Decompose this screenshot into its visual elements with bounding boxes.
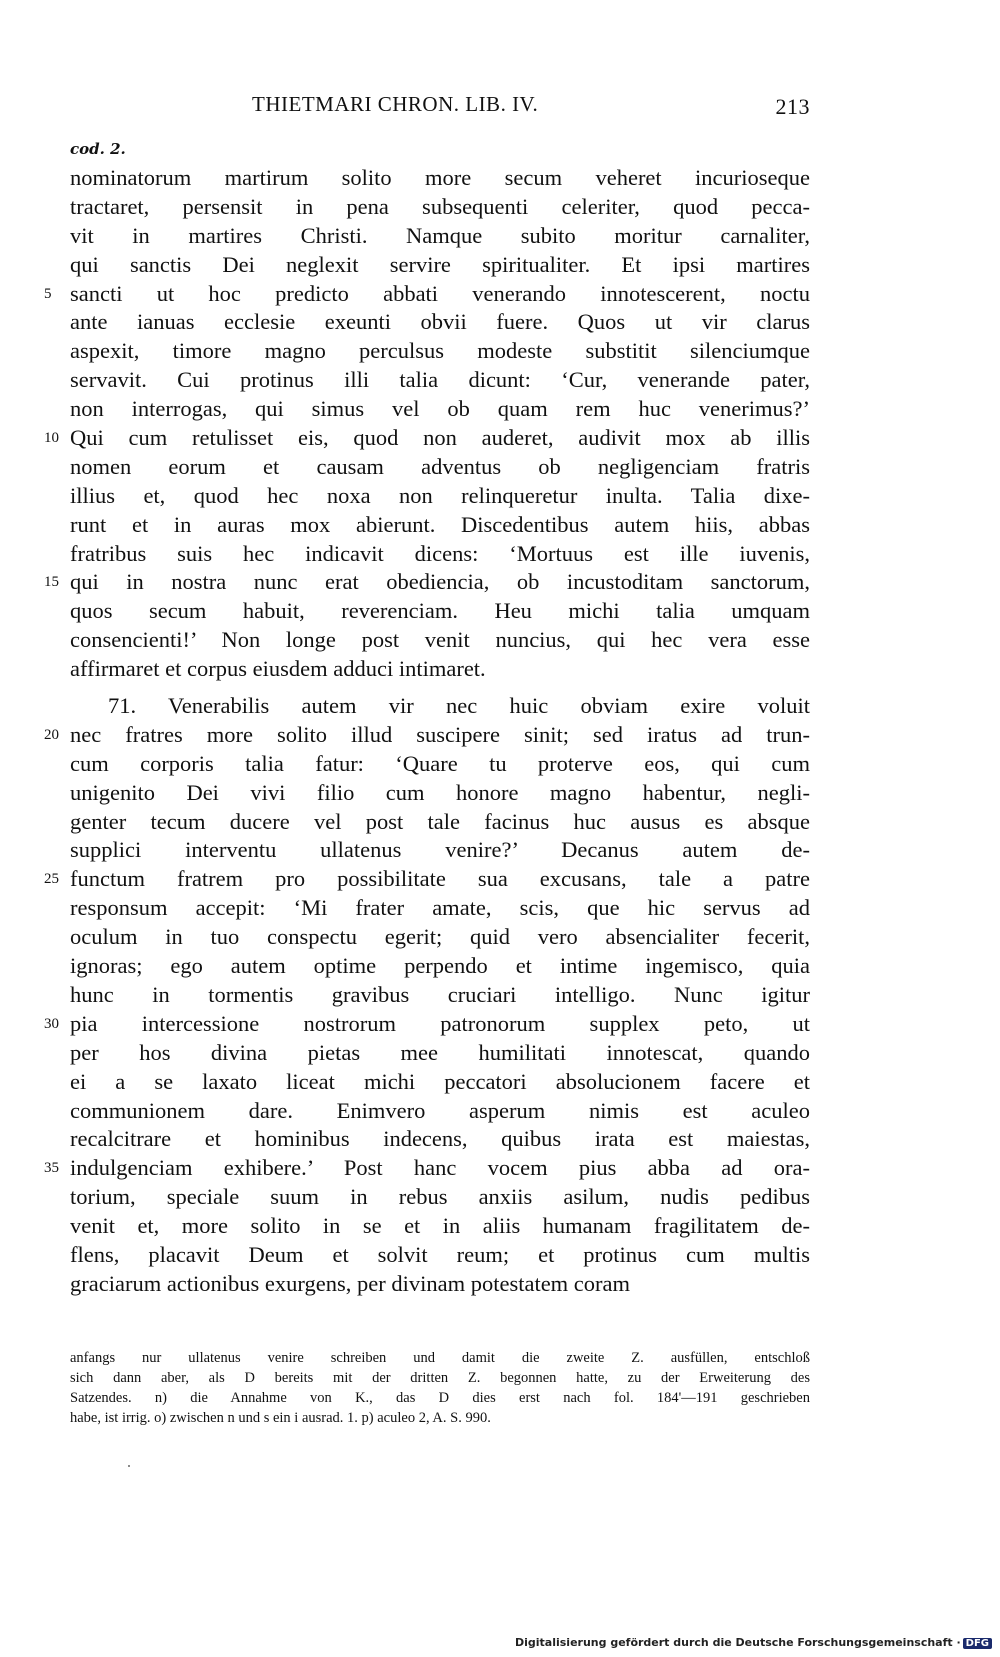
main-text	[44, 164, 810, 1299]
text-line: indulgenciam exhibere.’ Post hanc vocem pius abba ad ora- 35	[70, 1154, 810, 1183]
text-line: graciarum actionibus exurgens, per divinam potestatem coram	[70, 1270, 631, 1296]
text-line: runt et in auras mox abierunt. Discedentibus autem hiis, abbas	[70, 511, 810, 537]
paragraph-gap	[70, 684, 810, 692]
text-line: oculum in tuo conspectu egerit; quid vero absencialiter fecerit,	[70, 924, 810, 950]
footnote-line: sich dann aber, als D bereits mit der dritten Z. begonnen hatte, zu der Erweiterung des	[70, 1370, 810, 1386]
line-number: 25	[44, 871, 59, 888]
text-line: recalcitrare et hominibus indecens, quibus irata est maiestas,	[70, 1126, 810, 1152]
text-line: torium, speciale suum in rebus anxiis asilum, nudis pedibus	[70, 1184, 810, 1210]
text-line: nomen eorum et causam adventus ob negligenciam fratris	[70, 453, 810, 479]
text-line: flens, placavit Deum et solvit reum; et protinus cum multis	[70, 1241, 810, 1267]
text-line: aspexit, timore magno perculsus modeste substitit silenciumque	[70, 338, 810, 364]
text-line: Qui cum retulisset eis, quod non auderet, audivit mox ab illis 10	[70, 424, 810, 453]
footnote-line: Satzendes. n) die Annahme von K., das D dies erst nach fol. 184'—191 geschrieben	[70, 1390, 810, 1406]
line-number: 15	[44, 574, 59, 591]
digitization-credit	[515, 1636, 992, 1649]
footnote-line: habe, ist irrig. o) zwischen n und s ein i ausrad. 1. p) aculeo 2, A. S. 990.	[70, 1410, 491, 1426]
text-line: 71. Venerabilis autem vir nec huic obviam exire voluit	[108, 693, 810, 719]
text-line: ante ianuas ecclesie exeunti obvii fuere. Quos ut vir clarus	[70, 309, 810, 335]
text-line: ei a se laxato liceat michi peccatori absolucionem facere et	[70, 1068, 810, 1094]
text-line: qui in nostra nunc erat obediencia, ob incustoditam sanctorum, 15	[70, 568, 810, 597]
text-line: communionem dare. Enimvero asperum nimis est aculeo	[70, 1097, 810, 1123]
text-line: functum fratrem pro possibilitate sua excusans, tale a patre 25	[70, 865, 810, 894]
line-number: 10	[44, 430, 59, 447]
text-line: unigenito Dei vivi filio cum honore magno habentur, negli-	[70, 779, 810, 805]
running-head: THIETMARI CHRON. LIB. IV.	[252, 92, 539, 116]
dfg-logo: DFG	[963, 1638, 992, 1649]
text-line: servavit. Cui protinus illi talia dicunt: ‘Cur, venerande pater,	[70, 367, 810, 393]
text-line: hunc in tormentis gravibus cruciari intelligo. Nunc igitur	[70, 981, 810, 1007]
text-line: tractaret, persensit in pena subsequenti celeriter, quod pecca-	[70, 193, 810, 219]
line-number: 20	[44, 726, 59, 743]
text-line: per hos divina pietas mee humilitati innotescat, quando	[70, 1039, 810, 1065]
text-line: cum corporis talia fatur: ‘Quare tu proterve eos, qui cum	[70, 750, 810, 776]
text-line: quos secum habuit, reverenciam. Heu michi talia umquam	[70, 598, 810, 624]
text-line: pia intercessione nostrorum patronorum supplex peto, ut 30	[70, 1010, 810, 1039]
text-line: nec fratres more solito illud suscipere sinit; sed iratus ad trun- 20	[70, 721, 810, 750]
text-line: responsum accepit: ‘Mi frater amate, scis, que hic servus ad	[70, 895, 810, 921]
text-line: affirmaret et corpus eiusdem adduci intimaret.	[70, 656, 486, 682]
line-number: 35	[44, 1160, 59, 1177]
text-line: supplici interventu ullatenus venire?’ Decanus autem de-	[70, 837, 810, 863]
text-line: qui sanctis Dei neglexit servire spiritualiter. Et ipsi martires	[70, 251, 810, 277]
footnotes	[70, 1348, 810, 1428]
page-header	[70, 90, 810, 122]
text-line: ignoras; ego autem optime perpendo et intime ingemisco, quia	[70, 953, 810, 979]
text-line: venit et, more solito in se et in aliis humanam fragilitatem de-	[70, 1213, 810, 1239]
line-number: 30	[44, 1015, 59, 1032]
text-line: consencienti!’ Non longe post venit nuncius, qui hec vera esse	[70, 627, 810, 653]
scan-speck	[128, 1465, 130, 1467]
text-line: nominatorum martirum solito more secum veheret incurioseque	[70, 165, 810, 190]
page-number: 213	[775, 94, 810, 119]
text-line: sancti ut hoc predicto abbati venerando innotescerent, noctu 5	[70, 280, 810, 309]
text-line: fratribus suis hec indicavit dicens: ‘Mortuus est ille iuvenis,	[70, 540, 810, 566]
footnote-line: anfangs nur ullatenus venire schreiben und damit die zweite Z. ausfüllen, entschloß	[70, 1350, 810, 1366]
credit-text: Digitalisierung gefördert durch die Deutsche Forschungsgemeinschaft ·	[514, 1636, 961, 1649]
text-line: non interrogas, qui simus vel ob quam rem huc venerimus?’	[70, 396, 810, 422]
text-line: illius et, quod hec noxa non relinqueretur inulta. Talia dixe-	[70, 482, 810, 508]
line-number: 5	[44, 285, 52, 302]
text-line: genter tecum ducere vel post tale facinus huc ausus es absque	[70, 808, 810, 834]
text-line: vit in martires Christi. Namque subito moritur carnaliter,	[70, 222, 810, 248]
codex-note: cod. 2.	[70, 140, 126, 158]
